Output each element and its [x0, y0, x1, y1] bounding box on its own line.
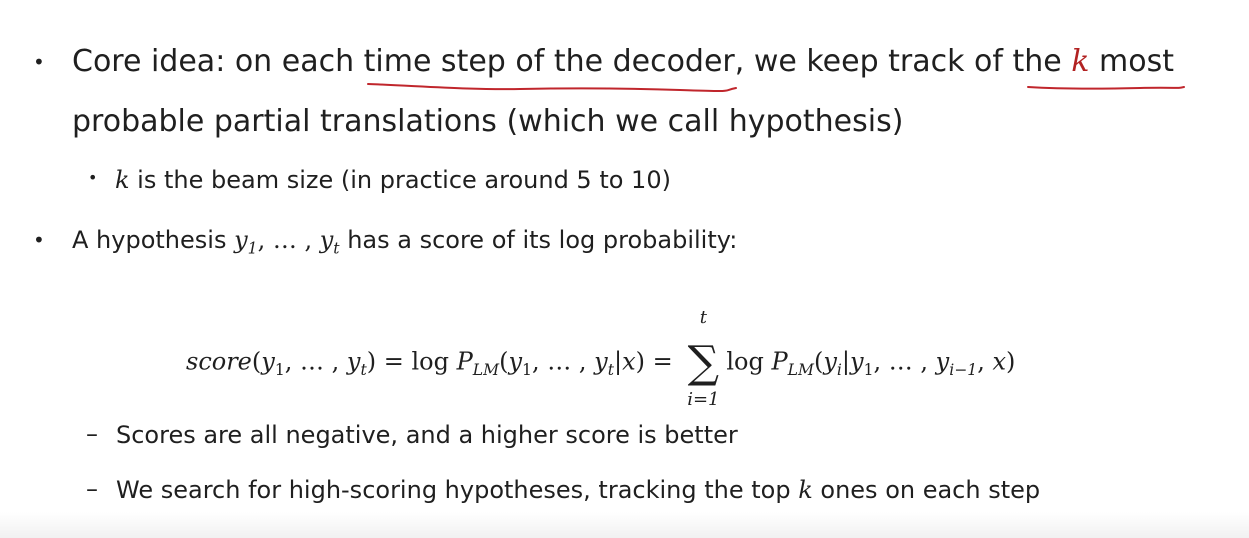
bullet-text: A hypothesis	[72, 226, 235, 254]
eq-sub: t	[360, 360, 367, 379]
eq-p: P	[456, 347, 473, 376]
dash-text: ones on each step	[812, 476, 1041, 504]
bullet-text: most	[1089, 44, 1174, 79]
bullet-text: has a score of its log probability:	[339, 226, 738, 254]
eq-y: y	[823, 347, 837, 376]
sub-bullet-beam-size	[115, 165, 671, 195]
dash-marker: –	[86, 420, 98, 448]
underline-k-most	[1028, 87, 1184, 89]
underline-decoder	[368, 84, 736, 91]
k-variable: k	[798, 476, 813, 504]
bullet-text: is the beam size (in practice around 5 to 10)	[129, 166, 671, 194]
bottom-shade	[0, 512, 1249, 538]
eq-sub: i	[836, 360, 842, 379]
subscript: t	[333, 239, 340, 258]
bullet-core-idea-line2	[72, 104, 903, 140]
dash-text: Scores are all negative, and a higher score is better	[116, 421, 738, 449]
bullet-dot: •	[33, 228, 45, 252]
eq-sub: i−1	[949, 360, 978, 379]
sum-symbol: ∑	[687, 337, 720, 388]
eq-sub: 1	[863, 360, 874, 379]
bullet-core-idea	[72, 44, 1174, 80]
y-variable: y	[234, 226, 248, 254]
eq-sub: 1	[522, 360, 532, 379]
eq-x: x	[622, 347, 636, 376]
bullet-dot: •	[88, 168, 98, 187]
eq-y: y	[594, 347, 608, 376]
sum-lower: i=1	[687, 389, 720, 410]
eq-ellipsis: , … ,	[284, 347, 347, 376]
eq-y: y	[935, 347, 950, 376]
eq-y: y	[850, 347, 864, 376]
eq-log: log	[411, 347, 449, 376]
eq-log: log	[726, 347, 764, 376]
eq-sub: t	[607, 360, 614, 379]
sum-upper: t	[699, 307, 707, 328]
dash-item-scores	[116, 420, 738, 450]
eq-sub: LM	[472, 360, 500, 379]
eq-ellipsis: , … ,	[873, 347, 936, 376]
eq-y: y	[508, 347, 523, 376]
summation	[680, 307, 726, 410]
eq-p: P	[771, 347, 788, 376]
eq-ellipsis: , … ,	[531, 347, 595, 376]
eq-score: score	[186, 347, 252, 376]
subscript: 1	[247, 239, 258, 258]
eq-y: y	[261, 347, 275, 376]
eq-y: y	[346, 347, 361, 376]
bullet-text: Core idea: on each time step of the decoder, we keep track of the	[72, 44, 1072, 79]
bullet-hypothesis	[72, 225, 738, 258]
score-equation: $score(y_1$, … , $y_t) = \log P_{LM}(y_1$, … , $y_t|x$) = t ∑ i=1 $\log P_{LM}(y_i|y_1$, … , $y_{i-1}$, x)	[186, 341, 1015, 385]
k-variable: k	[115, 166, 130, 194]
dash-text: We search for high-scoring hypotheses, tracking the top	[116, 476, 799, 504]
y-variable: y	[319, 226, 334, 254]
eq-x: x	[992, 347, 1006, 376]
bullet-text: probable partial translations (which we call hypothesis)	[72, 104, 904, 139]
eq-sub: LM	[787, 360, 814, 379]
bullet-dot: •	[33, 50, 45, 74]
eq-sub: 1	[274, 360, 285, 379]
dash-item-search	[116, 475, 1040, 505]
ellipsis: , … ,	[257, 226, 320, 254]
dash-marker: –	[86, 475, 98, 503]
k-variable: k	[1071, 44, 1090, 79]
